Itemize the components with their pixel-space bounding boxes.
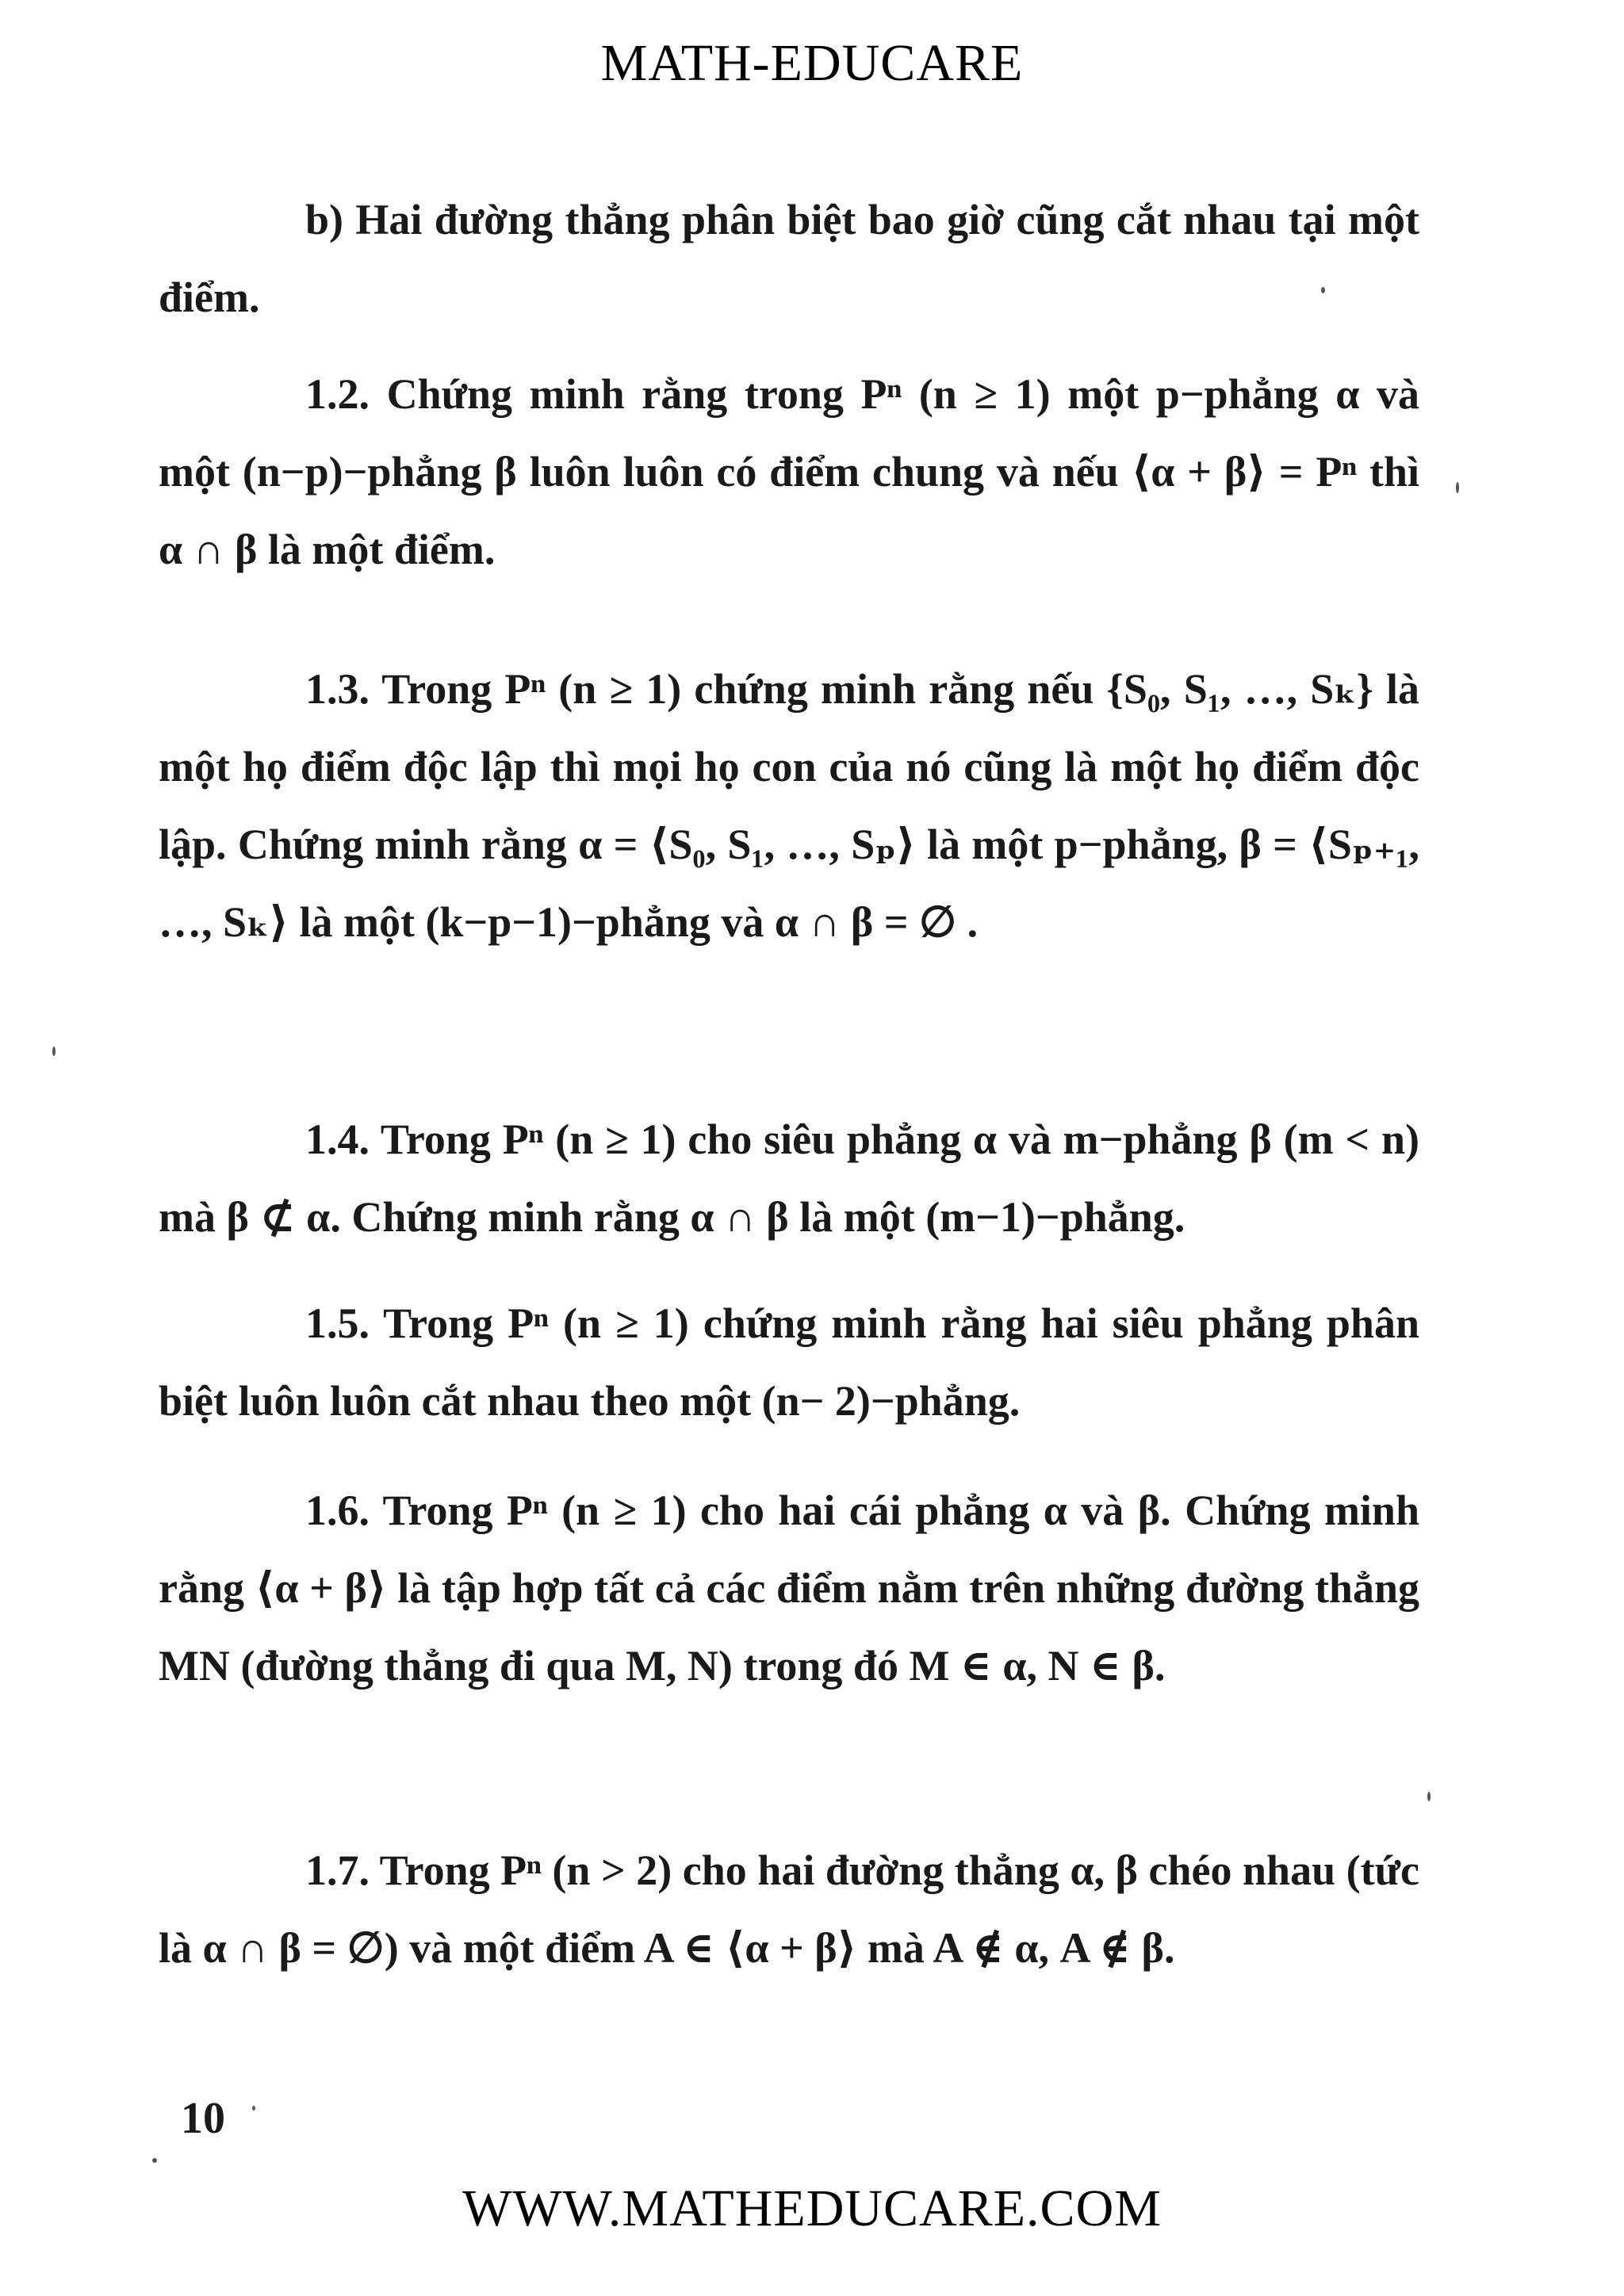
- problem-1-1b: [159, 181, 1419, 336]
- scan-speck: [252, 2106, 255, 2110]
- problem-number: 1.3.: [305, 665, 370, 713]
- scan-speck: [52, 1047, 56, 1056]
- scan-speck: [1321, 287, 1325, 293]
- problem-number: 1.7.: [305, 1846, 370, 1894]
- problem-number: 1.5.: [305, 1299, 370, 1347]
- problem-1-5: [159, 1284, 1419, 1440]
- problem-number: 1.6.: [305, 1487, 370, 1534]
- problem-number: 1.4.: [305, 1115, 370, 1163]
- problem-1-6: [159, 1471, 1419, 1705]
- problem-text: Trong Pⁿ (n ≥ 1) cho hai cái phẳng α và β. Chứng minh rằng ⟨α + β⟩ là tập hợp tất cả các điểm nằm trên những đường thẳng MN (đường thẳng đi qua M, N) trong đó M ∈ α, N ∈ β.: [159, 1487, 1419, 1689]
- problem-text: Trong Pⁿ (n ≥ 1) cho siêu phẳng α và m−phẳng β (m < n) mà β ⊄ α. Chứng minh rằng α ∩ β là một (m−1)−phẳng.: [159, 1115, 1419, 1241]
- page-header: MATH-EDUCARE: [600, 34, 1024, 92]
- problem-1-2: [159, 355, 1419, 588]
- problem-text: Chứng minh rằng trong Pⁿ (n ≥ 1) một p−phẳng α và một (n−p)−phẳng β luôn luôn có điểm chung và nếu ⟨α + β⟩ = Pⁿ thì α ∩ β là một điểm.: [159, 370, 1419, 573]
- scan-speck: [1427, 1792, 1431, 1801]
- problem-1-4: [159, 1100, 1419, 1256]
- problem-1-3: [159, 650, 1419, 961]
- problem-text: b) Hai đường thẳng phân biệt bao giờ cũng cắt nhau tại một điểm.: [159, 196, 1419, 321]
- problem-number: 1.2.: [305, 370, 370, 418]
- page-footer: WWW.MATHEDUCARE.COM: [462, 2179, 1162, 2237]
- problem-1-7: [159, 1831, 1419, 1987]
- problem-text: Trong Pⁿ (n ≥ 1) chứng minh rằng hai siêu phẳng phân biệt luôn luôn cắt nhau theo một (n− 2)−phẳng.: [159, 1299, 1419, 1425]
- page-number: 10: [181, 2094, 225, 2143]
- problem-text: Trong Pⁿ (n ≥ 1) chứng minh rằng nếu {S₀, S₁, …, Sₖ} là một họ điểm độc lập thì mọi họ con của nó cũng là một họ điểm độc lập. Chứng minh rằng α = ⟨S₀, S₁, …, Sₚ⟩ là một p−phẳng, β = ⟨Sₚ₊₁, …, Sₖ⟩ là một (k−p−1)−phẳng và α ∩ β = ∅ .: [159, 665, 1419, 946]
- scan-speck: [1456, 482, 1459, 493]
- scan-speck: [152, 2158, 157, 2163]
- problem-text: Trong Pⁿ (n > 2) cho hai đường thẳng α, β chéo nhau (tức là α ∩ β = ∅) và một điểm A ∈ ⟨α + β⟩ mà A ∉ α, A ∉ β.: [159, 1846, 1419, 1972]
